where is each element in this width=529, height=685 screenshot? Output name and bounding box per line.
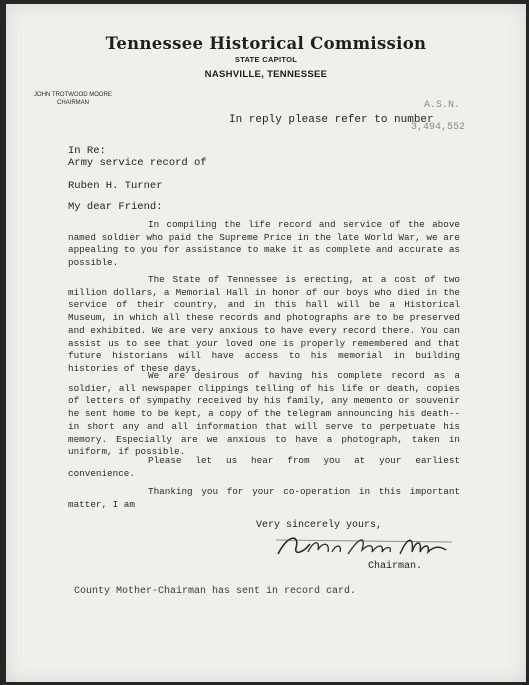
officer-title: CHAIRMAN bbox=[56, 100, 89, 106]
letterhead-subtitle: STATE CAPITOL bbox=[234, 55, 298, 64]
letterhead-title: Tennessee Historical Commission bbox=[105, 34, 427, 53]
subject-line: Army service record of bbox=[68, 157, 207, 169]
paragraph-4-text: Please let us hear from you at your earliest convenience. bbox=[68, 455, 460, 479]
subject-label: In Re: bbox=[68, 145, 106, 157]
reference-code: A.S.N. bbox=[424, 100, 461, 111]
soldier-name: Ruben H. Turner bbox=[68, 180, 163, 192]
paragraph-3-text: We are desirous of having his complete record as a soldier, all newspaper clippings telling of his life or death, copies of letters of sympathy received by his family, any memento or souvenir he sent home to be kept, a copy of the telegram announcing his death--in short any and all information that will serve to perpetuate his memory. Especially are we anxious to have a photograph, taken in uniform, if possible. bbox=[68, 370, 460, 458]
paragraph-5-text: Thanking you for your co-operation in this important matter, I am bbox=[68, 486, 460, 510]
letter-page bbox=[6, 4, 526, 682]
officer-name: JOHN TROTWOOD MOORE bbox=[34, 92, 112, 98]
salutation: My dear Friend: bbox=[68, 201, 163, 213]
paragraph-1-text: In compiling the life record and service of the above named soldier who paid the Supreme Price in the late World War, we are appealing to you for assistance to make it as complete and accurate as possible. bbox=[68, 219, 460, 269]
valediction: Very sincerely yours, bbox=[256, 520, 383, 531]
officer-block bbox=[18, 91, 128, 107]
reference-prompt: In reply please refer to number bbox=[229, 114, 434, 126]
letterhead-city: NASHVILLE, TENNESSEE bbox=[204, 69, 328, 80]
letterhead bbox=[6, 34, 526, 80]
paragraph-1 bbox=[68, 219, 460, 270]
paragraph-2-text: The State of Tennessee is erecting, at a cost of two million dollars, a Memorial Hall in honor of our boys who died in the service of their country, and in this hall will be a Historical Museum, in which all these records and photographs are to be preserved and exhibited. We are very anxious to have every record there. You can assist us to see that your loved one is properly remembered and that future historians will have access to his memorial in building histories of these days. bbox=[68, 274, 460, 374]
footnote: County Mother-Chairman has sent in record card. bbox=[74, 586, 357, 597]
paragraph-5 bbox=[68, 486, 460, 511]
signature-image bbox=[274, 532, 454, 562]
paragraph-2 bbox=[68, 274, 460, 376]
paragraph-3 bbox=[68, 370, 460, 459]
signer-title: Chairman. bbox=[368, 561, 423, 572]
paragraph-4 bbox=[68, 455, 460, 480]
reference-number: 3,494,552 bbox=[411, 122, 466, 133]
